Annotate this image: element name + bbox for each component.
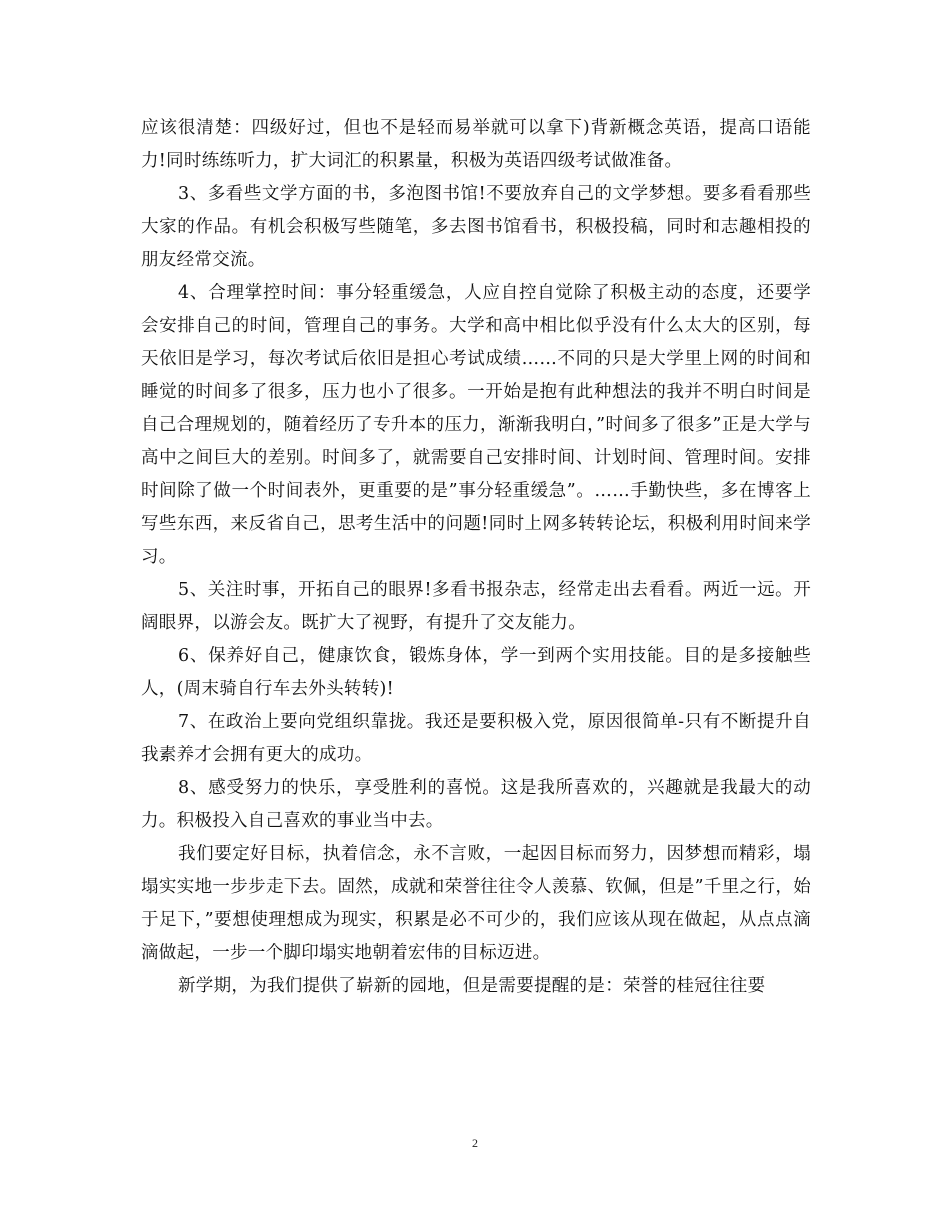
paragraph-item-3-literature: 3、多看些文学方面的书，多泡图书馆!不要放弃自己的文学梦想。要多看看那些大家的作品。有机会积极写些随笔，多去图书馆看书，积极投稿，同时和志趣相投的朋友经常交流。 — [141, 184, 811, 270]
paragraph-item-7-politics: 7、在政治上要向党组织靠拢。我还是要积极入党，原因很简单-只有不断提升自我素养才会拥有更大的成功。 — [141, 712, 811, 765]
document-body — [141, 112, 811, 1003]
page-number: 2 — [472, 1136, 478, 1150]
paragraph-item-5-current-affairs: 5、关注时事，开拓自己的眼界!多看书报杂志，经常走出去看看。两近一远。开阔眼界，以游会友。既扩大了视野，有提升了交友能力。 — [141, 580, 811, 633]
paragraph-new-semester: 新学期，为我们提供了崭新的园地，但是需要提醒的是：荣誉的桂冠往往要 — [178, 976, 766, 996]
paragraph-item-8-joy: 8、感受努力的快乐，享受胜利的喜悦。这是我所喜欢的，兴趣就是我最大的动力。积极投入自己喜欢的事业当中去。 — [141, 778, 811, 831]
paragraph-item-4-time-management: 4、合理掌控时间：事分轻重缓急，人应自控自觉除了积极主动的态度，还要学会安排自己的时间，管理自己的事务。大学和高中相比似乎没有什么太大的区别，每天依旧是学习，每次考试后依旧是担心考试成绩……不同的只是大学里上网的时间和睡觉的时间多了很多，压力也小了很多。一开始是抱有此种想法的我并不明白时间是自己合理规划的，随着经历了专升本的压力，渐渐我明白，”时间多了很多”正是大学与高中之间巨大的差别。时间多了，就需要自己安排时间、计划时间、管理时间。安排时间除了做一个时间表外，更重要的是”事分轻重缓急”。……手勤快些，多在博客上写些东西，来反省自己，思考生活中的问题!同时上网多转转论坛，积极利用时间来学习。 — [141, 283, 811, 567]
paragraph-english-study: 应该很清楚：四级好过，但也不是轻而易举就可以拿下)背新概念英语，提高口语能力!同时练练听力，扩大词汇的积累量，积极为英语四级考试做准备。 — [141, 118, 811, 171]
paragraph-goals: 我们要定好目标，执着信念，永不言败，一起因目标而努力，因梦想而精彩，塌塌实实地一步步走下去。固然，成就和荣誉往往令人羡慕、钦佩，但是”千里之行，始于足下，”要想使理想成为现实，积累是必不可少的，我们应该从现在做起，从点点滴滴做起，一步一个脚印塌实地朝着宏伟的目标迈进。 — [141, 844, 811, 963]
paragraph-item-6-health: 6、保养好自己，健康饮食，锻炼身体，学一到两个实用技能。目的是多接触些人，(周末骑自行车去外头转转)! — [141, 646, 811, 699]
